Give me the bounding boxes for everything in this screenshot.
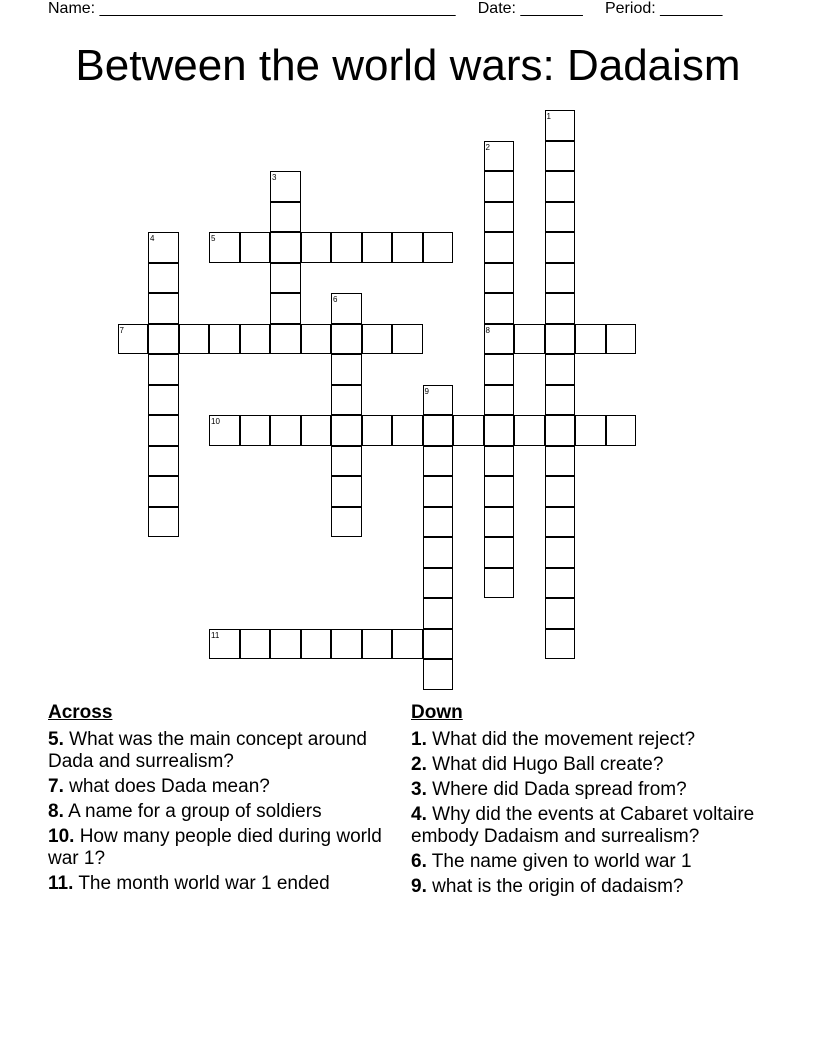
- grid-cell[interactable]: [423, 507, 454, 538]
- grid-cell[interactable]: [545, 537, 576, 568]
- cell-number: 5: [211, 234, 216, 243]
- grid-cell[interactable]: [240, 629, 271, 660]
- clue-text: Why did the events at Cabaret voltaire embody Dadaism and surrealism?: [411, 804, 755, 847]
- grid-cell[interactable]: [545, 232, 576, 263]
- grid-cell[interactable]: [423, 446, 454, 477]
- grid-cell[interactable]: [484, 202, 515, 233]
- grid-cell[interactable]: [545, 263, 576, 294]
- grid-cell[interactable]: [484, 537, 515, 568]
- grid-cell[interactable]: [270, 293, 301, 324]
- grid-cell[interactable]: [392, 232, 423, 263]
- clue-number: 6.: [411, 851, 427, 872]
- grid-cell[interactable]: [301, 415, 332, 446]
- clue-text: What did the movement reject?: [432, 729, 696, 750]
- grid-cell[interactable]: [484, 446, 515, 477]
- grid-cell[interactable]: [270, 202, 301, 233]
- grid-cell[interactable]: [484, 507, 515, 538]
- grid-cell[interactable]: [331, 629, 362, 660]
- grid-cell[interactable]: [545, 202, 576, 233]
- cell-number: 9: [424, 386, 429, 396]
- clue-number: 10.: [48, 826, 75, 847]
- grid-cell[interactable]: [423, 232, 454, 263]
- grid-cell[interactable]: [484, 415, 515, 446]
- clue-text: How many people died during world war 1?: [48, 826, 382, 869]
- grid-cell[interactable]: [148, 476, 179, 507]
- cell-number: 2: [485, 142, 490, 152]
- grid-cell[interactable]: [362, 415, 393, 446]
- grid-cell[interactable]: [392, 324, 423, 355]
- grid-cell[interactable]: [423, 598, 454, 629]
- grid-cell[interactable]: [362, 629, 393, 660]
- across-heading: Across: [48, 702, 113, 723]
- down-clue: [411, 779, 756, 801]
- across-clue: [48, 801, 388, 823]
- grid-cell[interactable]: [270, 629, 301, 660]
- name-label: Name:: [48, 0, 96, 17]
- grid-cell[interactable]: [545, 598, 576, 629]
- grid-cell[interactable]: [148, 324, 179, 355]
- grid-cell[interactable]: [148, 507, 179, 538]
- grid-cell[interactable]: [423, 537, 454, 568]
- down-clue: [411, 851, 756, 873]
- clue-number: 2.: [411, 754, 427, 775]
- down-heading: Down: [411, 702, 463, 723]
- grid-cell[interactable]: [362, 324, 393, 355]
- clue-number: 3.: [411, 779, 427, 800]
- grid-cell[interactable]: [545, 507, 576, 538]
- grid-cell[interactable]: [545, 446, 576, 477]
- clue-text: The month world war 1 ended: [78, 873, 330, 894]
- grid-cell[interactable]: [209, 324, 240, 355]
- down-clue: [411, 729, 756, 751]
- grid-cell[interactable]: [148, 385, 179, 416]
- period-label: Period:: [604, 0, 656, 17]
- grid-cell[interactable]: [301, 629, 332, 660]
- grid-cell[interactable]: [423, 568, 454, 599]
- cell-number: 3: [272, 173, 277, 182]
- grid-cell[interactable]: [545, 385, 576, 416]
- grid-cell[interactable]: [423, 476, 454, 507]
- grid-cell[interactable]: [575, 324, 606, 355]
- across-clue: [48, 729, 388, 773]
- grid-cell[interactable]: [331, 476, 362, 507]
- grid-cell[interactable]: [453, 415, 484, 446]
- clue-text: what does Dada mean?: [69, 776, 270, 797]
- cell-number: 8: [485, 325, 490, 335]
- grid-cell[interactable]: [484, 293, 515, 324]
- grid-cell[interactable]: [270, 324, 301, 355]
- down-clue: [411, 804, 756, 848]
- grid-cell[interactable]: [270, 263, 301, 294]
- clue-number: 9.: [411, 876, 427, 897]
- date-blank[interactable]: _______: [520, 0, 583, 17]
- grid-cell[interactable]: [301, 324, 332, 355]
- cell-number: 11: [211, 630, 220, 640]
- clue-number: 8.: [48, 801, 64, 822]
- grid-cell[interactable]: [545, 354, 576, 385]
- cell-number: 7: [119, 325, 124, 335]
- cell-number: 10: [211, 417, 220, 426]
- grid-cell[interactable]: [392, 629, 423, 660]
- grid-cell[interactable]: [545, 293, 576, 324]
- clue-number: 11.: [48, 873, 74, 894]
- grid-cell[interactable]: [301, 232, 332, 263]
- grid-cell[interactable]: [484, 354, 515, 385]
- grid-cell[interactable]: [484, 476, 515, 507]
- grid-cell[interactable]: [423, 629, 454, 660]
- grid-cell[interactable]: [331, 232, 362, 263]
- grid-cell[interactable]: [240, 232, 271, 263]
- grid-cell[interactable]: [545, 141, 576, 172]
- grid-cell[interactable]: [270, 232, 301, 263]
- clue-text: The name given to world war 1: [431, 851, 692, 872]
- grid-cell[interactable]: [331, 354, 362, 385]
- name-blank[interactable]: ________________________________________: [99, 0, 456, 17]
- period-blank[interactable]: _______: [660, 0, 723, 17]
- down-clue: [411, 876, 756, 898]
- grid-cell[interactable]: [148, 446, 179, 477]
- grid-cell[interactable]: [331, 507, 362, 538]
- cell-number: 6: [333, 295, 338, 304]
- grid-cell[interactable]: [270, 415, 301, 446]
- grid-cell[interactable]: [331, 385, 362, 416]
- clue-number: 4.: [411, 804, 427, 825]
- grid-cell[interactable]: [240, 415, 271, 446]
- grid-cell[interactable]: [484, 263, 515, 294]
- clue-text: What did Hugo Ball create?: [432, 754, 664, 775]
- clue-text: what is the origin of dadaism?: [432, 876, 684, 897]
- grid-cell[interactable]: [575, 415, 606, 446]
- grid-cell[interactable]: [362, 232, 393, 263]
- page-title: Between the world wars: Dadaism: [75, 41, 741, 90]
- grid-cell[interactable]: [148, 354, 179, 385]
- clue-text: What was the main concept around Dada and surrealism?: [48, 729, 367, 772]
- cell-number: 4: [150, 234, 155, 243]
- grid-cell[interactable]: [148, 293, 179, 324]
- grid-cell[interactable]: [514, 415, 545, 446]
- across-clue: [48, 873, 388, 895]
- across-clue: [48, 826, 388, 870]
- clue-text: Where did Dada spread from?: [432, 779, 687, 800]
- grid-cell[interactable]: [545, 629, 576, 660]
- clue-number: 5.: [48, 729, 64, 750]
- grid-cell[interactable]: [606, 324, 637, 355]
- down-clues: [411, 702, 756, 901]
- grid-cell[interactable]: [331, 415, 362, 446]
- grid-cell[interactable]: [484, 171, 515, 202]
- grid-cell[interactable]: [545, 568, 576, 599]
- grid-cell[interactable]: [606, 415, 637, 446]
- grid-cell[interactable]: [514, 324, 545, 355]
- across-clues: [48, 702, 388, 898]
- grid-cell[interactable]: [484, 568, 515, 599]
- clue-number: 1.: [411, 729, 427, 750]
- down-clue: [411, 754, 756, 776]
- grid-cell[interactable]: [331, 446, 362, 477]
- across-clue: [48, 776, 388, 798]
- grid-cell[interactable]: [331, 324, 362, 355]
- grid-cell[interactable]: [148, 263, 179, 294]
- grid-cell[interactable]: [545, 171, 576, 202]
- clue-text: A name for a group of soldiers: [68, 801, 322, 822]
- clue-number: 7.: [48, 776, 64, 797]
- grid-cell[interactable]: [484, 232, 515, 263]
- grid-cell[interactable]: [240, 324, 271, 355]
- grid-cell[interactable]: [392, 415, 423, 446]
- grid-cell[interactable]: [484, 385, 515, 416]
- grid-cell[interactable]: [423, 415, 454, 446]
- date-label: Date:: [477, 0, 516, 17]
- grid-cell[interactable]: [545, 324, 576, 355]
- cell-number: 1: [546, 112, 551, 121]
- grid-cell[interactable]: [545, 476, 576, 507]
- grid-cell[interactable]: [179, 324, 210, 355]
- grid-cell[interactable]: [423, 659, 454, 690]
- grid-cell[interactable]: [545, 415, 576, 446]
- grid-cell[interactable]: [148, 415, 179, 446]
